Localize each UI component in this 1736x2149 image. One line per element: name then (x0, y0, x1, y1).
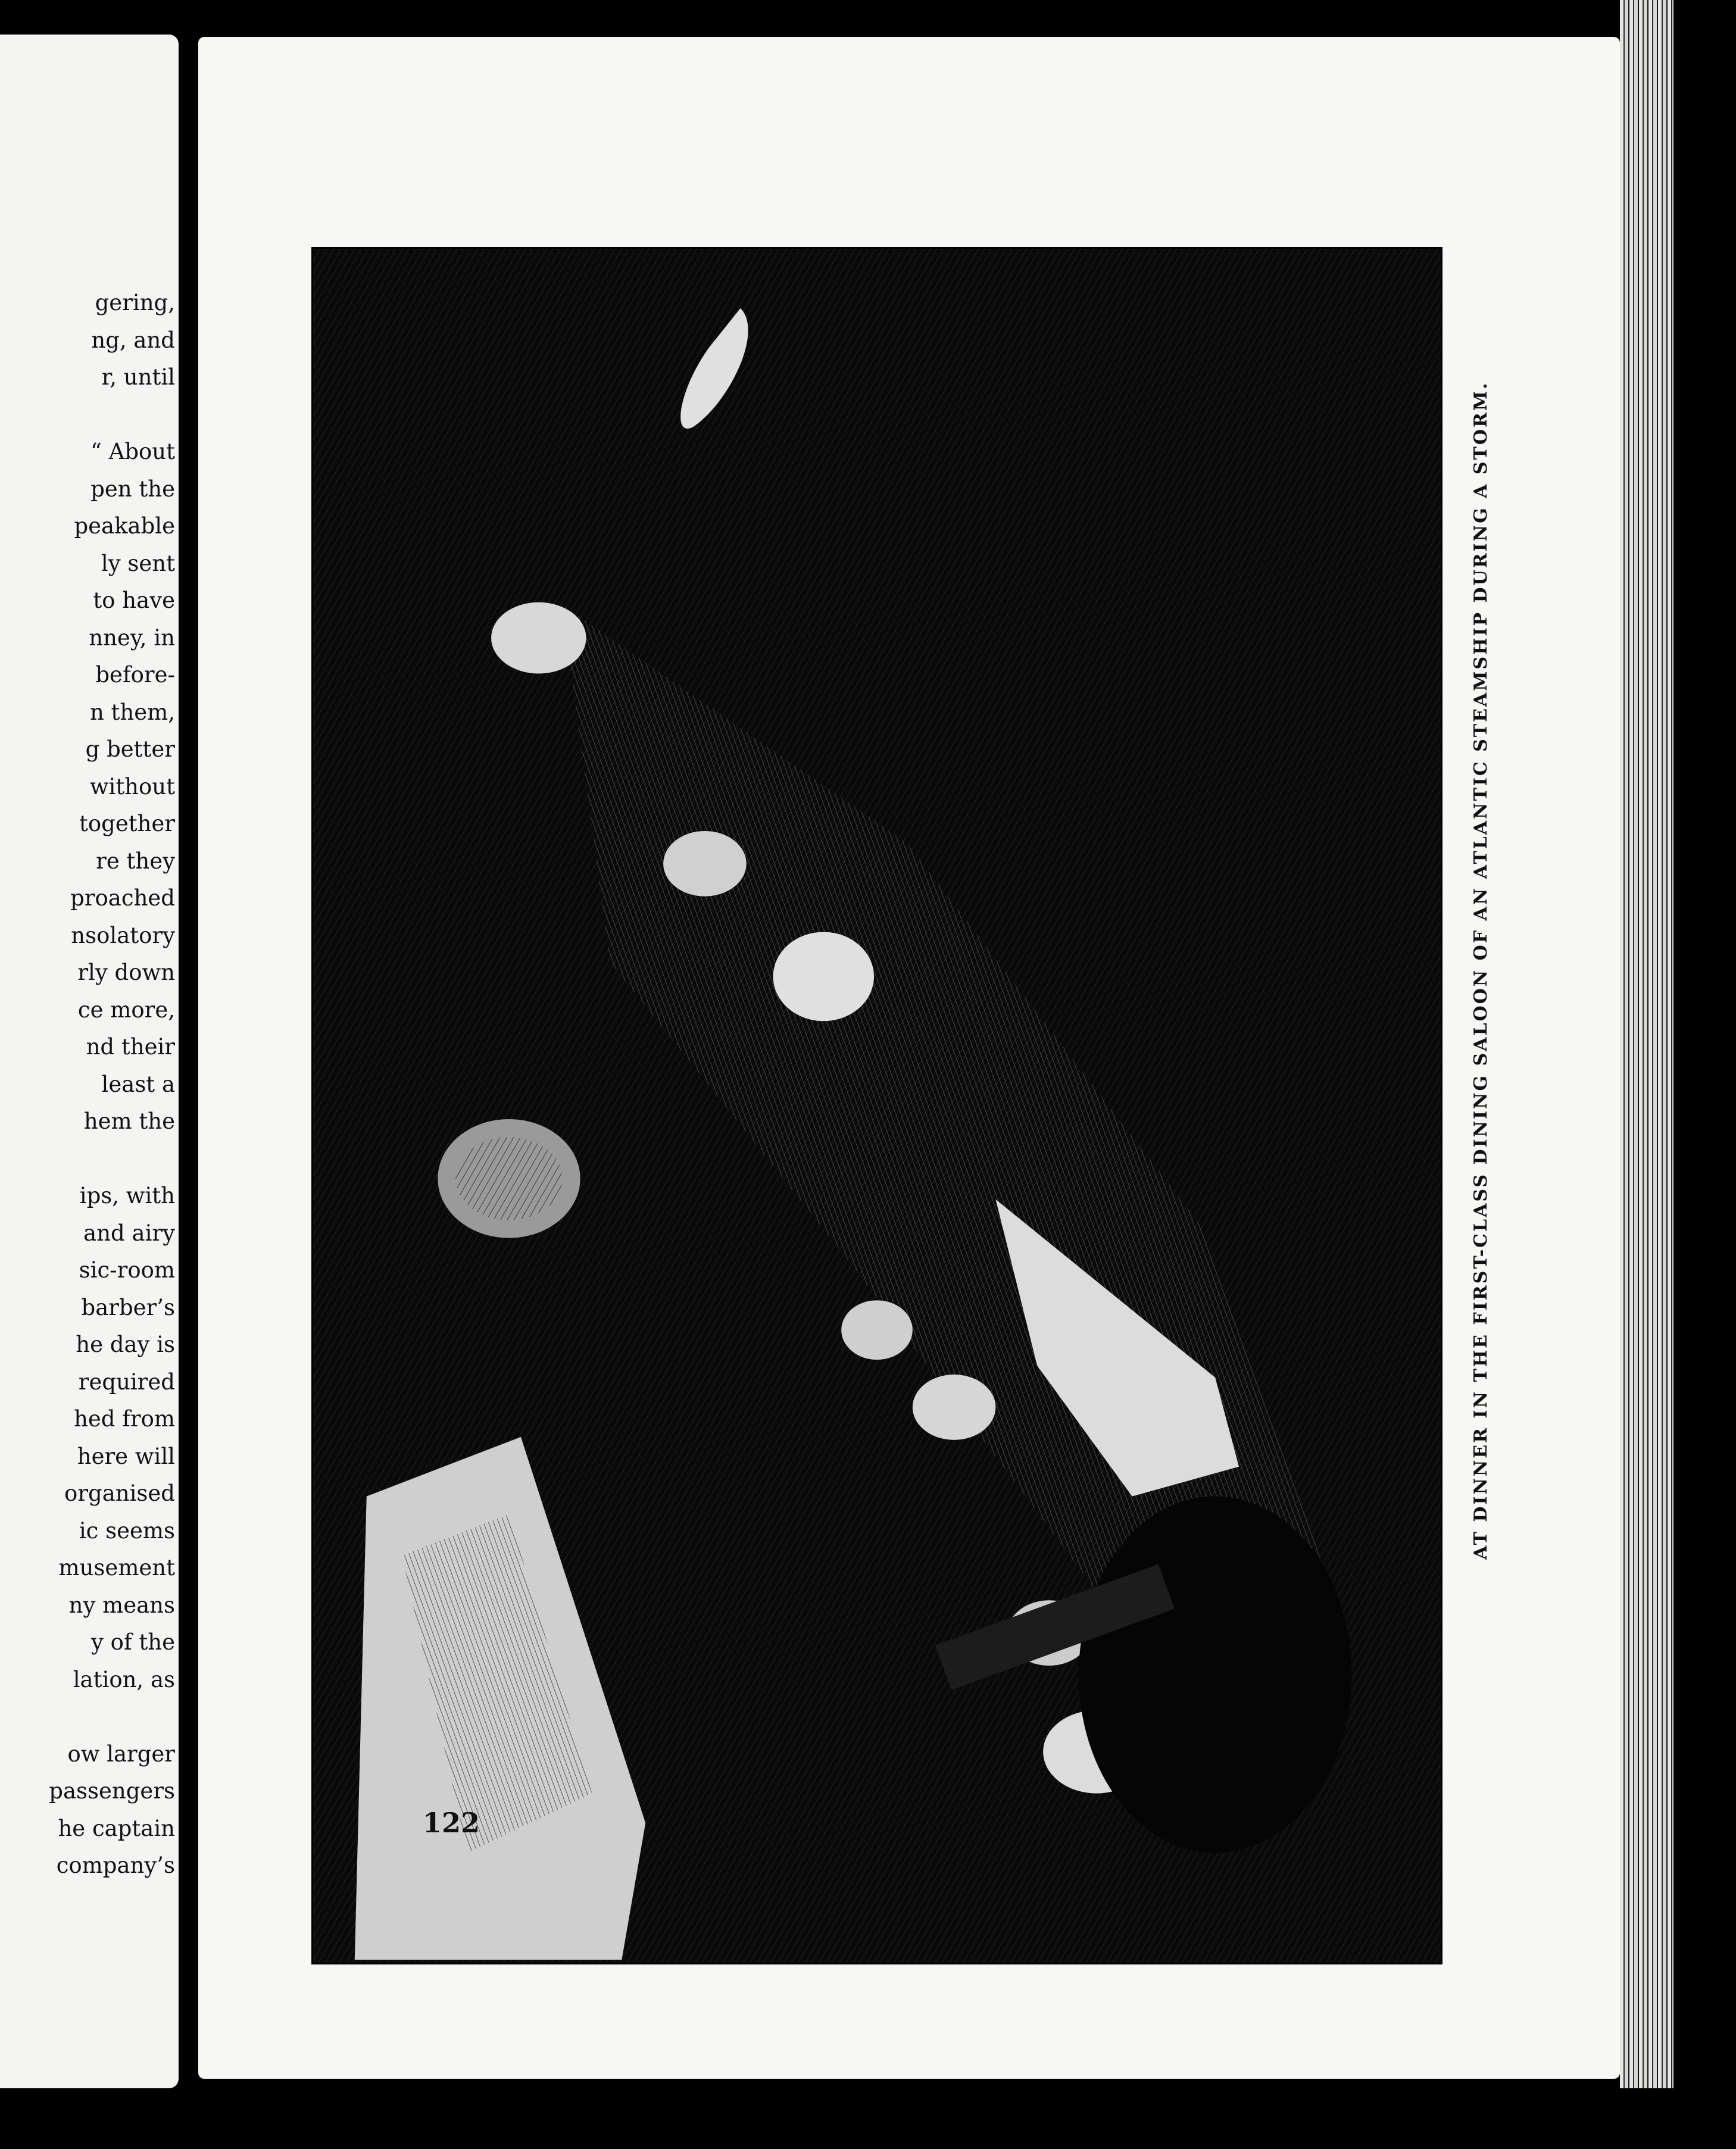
facing-page-line: passengers (49, 1778, 175, 1804)
facing-page-line: company’s (56, 1853, 175, 1878)
dark-figure (1079, 1497, 1352, 1853)
facing-page-line: n them, (89, 699, 175, 725)
facing-page-line: nney, in (89, 624, 175, 651)
facing-page-line: sic-room (79, 1257, 175, 1283)
facing-page-line: together (79, 811, 175, 836)
facing-page-line: ly sent (101, 550, 175, 576)
facing-page-line: y of the (91, 1629, 175, 1655)
facing-page-line: musement (58, 1555, 175, 1580)
page-edges (1620, 0, 1673, 2119)
passenger-face (841, 1300, 913, 1360)
facing-page-line: peakable (74, 513, 175, 539)
facing-page-line: nsolatory (71, 922, 175, 948)
facing-page-line: he day is (76, 1332, 175, 1357)
facing-page-line: re they (96, 848, 175, 874)
page-number: 122 (423, 1807, 480, 1839)
facing-page (0, 35, 179, 2088)
facing-page-line: hem the (83, 1108, 175, 1134)
facing-page-line (0, 1698, 175, 1736)
facing-page-line: gering, (95, 290, 175, 316)
facing-page-line: before- (95, 662, 175, 688)
facing-page-line: ow larger (67, 1741, 175, 1767)
facing-page-line: ips, with (79, 1183, 175, 1208)
facing-page-line: rly down (77, 960, 175, 985)
facing-page-line: ng, and (91, 327, 175, 353)
facing-page-line: and airy (83, 1220, 175, 1246)
facing-page-line (0, 396, 175, 434)
facing-page-line: here will (77, 1443, 175, 1469)
facing-page-line: without (89, 773, 175, 799)
facing-page-line: r, until (101, 364, 175, 390)
facing-page-line: nd their (86, 1034, 175, 1060)
passenger-face (491, 602, 586, 674)
facing-page-line: pen the (90, 476, 175, 502)
facing-page-line: g better (85, 736, 175, 762)
passenger-face (913, 1375, 996, 1440)
passenger-face (773, 932, 874, 1022)
facing-page-line: “ About (90, 439, 175, 464)
illustration-caption: AT DINNER IN THE FIRST-CLASS DINING SALOON OF AN ATLANTIC STEAMSHIP DURING A STORM. (1470, 381, 1491, 1560)
scan-border (0, 2088, 1736, 2149)
facing-page-line: barber’s (81, 1294, 175, 1320)
facing-page-line: lation, as (73, 1666, 175, 1692)
facing-page-line: ic seems (79, 1517, 175, 1544)
engraving-illustration (311, 247, 1442, 1964)
facing-page-line: proached (70, 885, 175, 911)
facing-page-line: organised (64, 1480, 175, 1506)
passenger-face (663, 831, 747, 897)
facing-page-line: to have (93, 588, 175, 613)
facing-page-text (0, 285, 175, 1885)
dining-saloon-engraving (313, 249, 1441, 1963)
facing-page-line: required (78, 1369, 175, 1395)
facing-page-line: least a (101, 1071, 175, 1097)
facing-page-line: ny means (68, 1592, 175, 1618)
facing-page-line: hed from (74, 1406, 175, 1432)
facing-page-line: ce more, (77, 997, 175, 1023)
facing-page-line: he captain (58, 1815, 175, 1841)
facing-page-line (0, 1141, 175, 1178)
